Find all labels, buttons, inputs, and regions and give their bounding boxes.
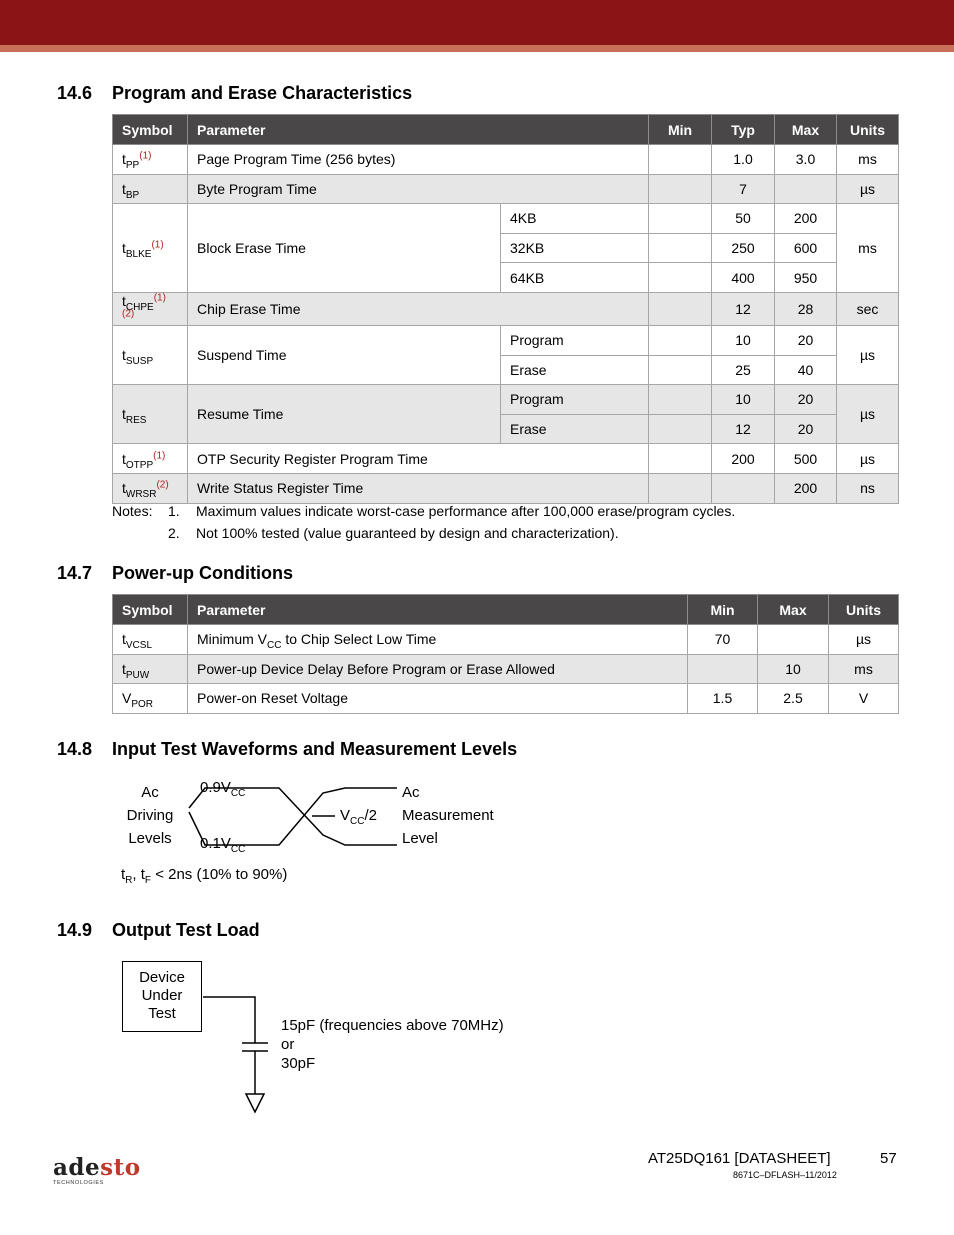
ac-measurement-level-label: Ac Measurement Level — [402, 784, 494, 847]
footer-doc-title: AT25DQ161 [DATASHEET] — [648, 1150, 831, 1167]
table-header-row: Symbol Parameter Min Typ Max Units — [113, 115, 899, 145]
symbol-cell: $t_{PUW}$ — [113, 654, 188, 684]
load-wire-top — [203, 997, 255, 1043]
capacitor-label: 15pF (frequencies above 70MHz) or 30pF — [281, 1017, 504, 1072]
ground-icon — [246, 1094, 264, 1112]
page-number: 57 — [880, 1150, 897, 1167]
section-title-14-6: 14.6 Program and Erase Characteristics — [57, 83, 413, 103]
table-row: 32KB 250 600 — [113, 233, 899, 263]
table-row: $t_{OTPP}^{(1)}$ OTP Security Register Program Time 200 500 µs — [113, 444, 899, 474]
device-under-test-box: Device Under Test — [122, 961, 202, 1032]
section-title-14-7: 14.7 Power-up Conditions — [57, 563, 293, 583]
table-row: $t_{PP}^{(1)}$ Page Program Time (256 bytes) 1.0 3.0 ms — [113, 145, 899, 175]
high-level-label: $0.9V_{CC}$ — [200, 779, 246, 799]
table-row: $V_{POR}$ Power-on Reset Voltage 1.5 2.5 V — [113, 684, 899, 714]
table-row: $t_{VCSL}$ Minimum $V_{CC}$ to Chip Select Low Time 70 µs — [113, 625, 899, 655]
note-item: 2. Not 100% tested (value guaranteed by design and characterization). — [168, 525, 619, 541]
table-row: $t_{SUSP}$ Suspend Time Program 10 20 µs — [113, 325, 899, 355]
symbol-cell: $t_{CHPE}^{(1)(2)}$ — [113, 292, 188, 325]
adesto-logo: adesto TECHNOLOGIES — [53, 1154, 141, 1186]
table-row: $t_{BP}$ Byte Program Time 7 µs — [113, 174, 899, 204]
note-item: Notes: 1. Maximum values indicate worst-case performance after 100,000 erase/program cycles. — [112, 503, 736, 519]
symbol-cell: $t_{BP}$ — [113, 174, 188, 204]
table-row: $t_{RES}$ Resume Time Program 10 20 µs — [113, 385, 899, 415]
symbol-cell: $V_{POR}$ — [113, 684, 188, 714]
load-circuit — [203, 997, 268, 1112]
symbol-cell: $t_{BLKE}^{(1)}$ — [113, 204, 188, 293]
table-row: $t_{WRSR}^{(2)}$ Write Status Register Time 200 ns — [113, 473, 899, 503]
mid-level-label: $V_{CC}/2$ — [340, 807, 377, 827]
rise-fall-time-note: $t_R$, $t_F < 2ns$ (10% to 90%) — [121, 866, 288, 886]
low-level-label: $0.1V_{CC}$ — [200, 835, 246, 855]
section-title-14-9: 14.9 Output Test Load — [57, 920, 260, 940]
symbol-cell: $t_{RES}$ — [113, 385, 188, 444]
symbol-cell: $t_{WRSR}^{(2)}$ — [113, 473, 188, 503]
table-row: Erase 25 40 — [113, 355, 899, 385]
symbol-cell: $t_{PP}^{(1)}$ — [113, 145, 188, 175]
footer-doc-number: 8671C–DFLASH–11/2012 — [733, 1170, 837, 1180]
ac-driving-levels-label: Ac Driving Levels — [126, 784, 174, 847]
table-row: 64KB 400 950 — [113, 263, 899, 293]
symbol-cell: $t_{OTPP}^{(1)}$ — [113, 444, 188, 474]
section-title-14-8: 14.8 Input Test Waveforms and Measurement Levels — [57, 739, 518, 759]
table-header-row: Symbol Parameter Min Max Units — [113, 595, 899, 625]
table-row: $t_{PUW}$ Power-up Device Delay Before Program or Erase Allowed 10 ms — [113, 654, 899, 684]
symbol-cell: $t_{SUSP}$ — [113, 325, 188, 384]
table-row: Erase 12 20 — [113, 414, 899, 444]
table-row: $t_{BLKE}^{(1)}$ Block Erase Time 4KB 50 200 ms — [113, 204, 899, 234]
table-row: $t_{CHPE}^{(1)(2)}$ Chip Erase Time 12 28 sec — [113, 292, 899, 325]
symbol-cell: $t_{VCSL}$ — [113, 625, 188, 655]
